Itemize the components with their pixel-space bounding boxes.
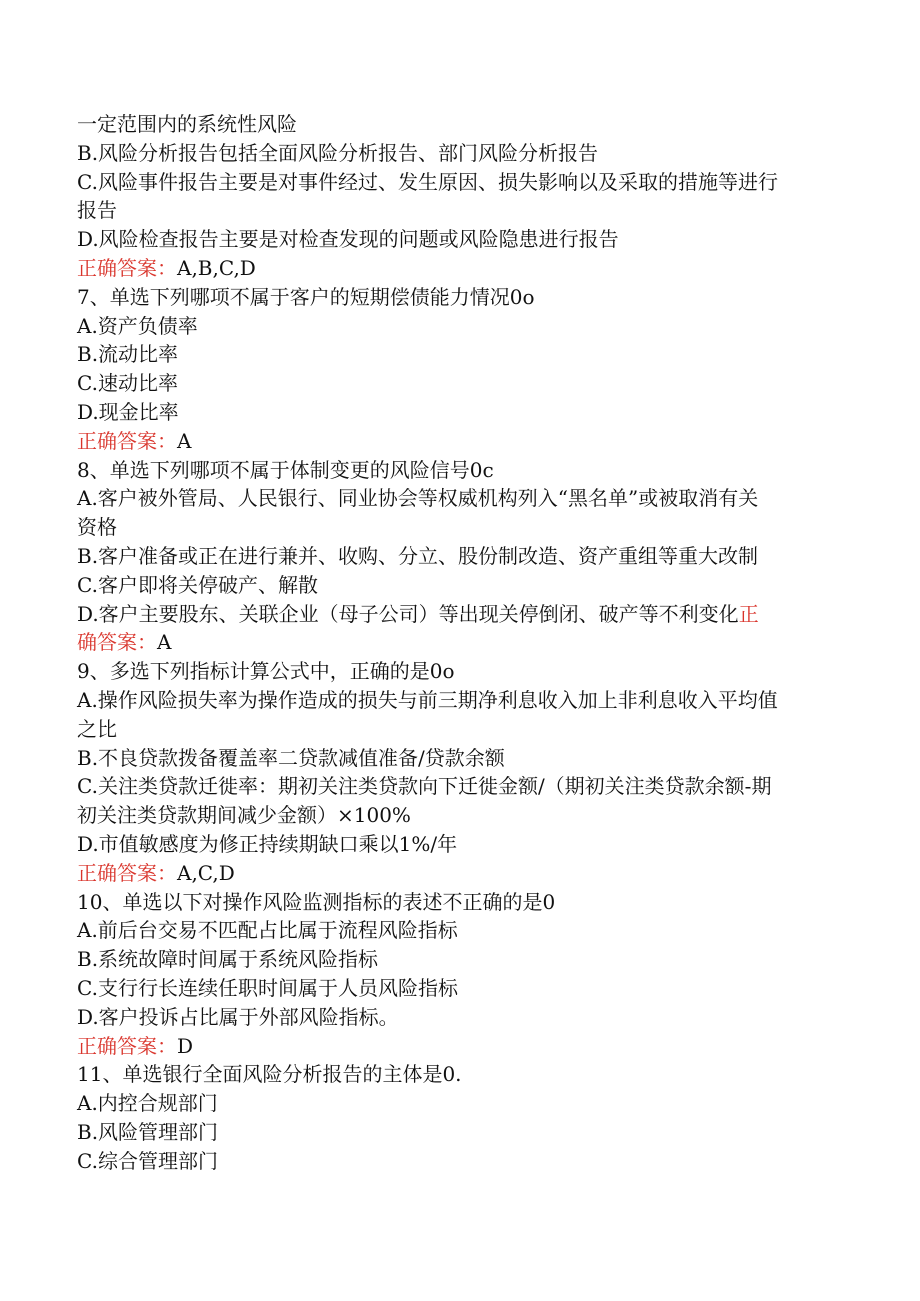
answer-label-rest: 确答案：	[77, 630, 157, 655]
answer-value: A,C,D	[177, 860, 235, 885]
answer-label: 正确答案：	[77, 1033, 177, 1058]
q9-option-c: C.关注类贷款迁徙率：期初关注类贷款向下迁徙金额/（期初关注类贷款余额-期	[77, 774, 772, 799]
document-page	[77, 110, 877, 1175]
answer-line	[77, 859, 877, 888]
question-7: 7、单选下列哪项不属于客户的短期偿债能力情况0o	[77, 284, 535, 309]
q8-option-a-continued: 资格	[77, 515, 117, 540]
answer-label: 正确答案：	[77, 255, 177, 280]
answer-line	[77, 427, 877, 456]
q7-option-a: A.资产负债率	[77, 313, 198, 338]
text-line: 一定范围内的系统性风险	[77, 112, 297, 136]
option-c: C.风险事件报告主要是对事件经过、发生原因、损失影响以及采取的措施等进行	[77, 169, 778, 194]
q7-option-c: C.速动比率	[77, 371, 178, 396]
q10-option-a: A.前后台交易不匹配占比属于流程风险指标	[77, 918, 458, 943]
answer-label: 正确答案：	[77, 428, 177, 453]
q8-option-d	[77, 600, 877, 629]
answer-value: A	[157, 630, 172, 655]
q10-option-b: B.系统故障时间属于系统风险指标	[77, 947, 379, 972]
answer-value: A,B,C,D	[177, 255, 256, 280]
question-10: 10、单选以下对操作风险监测指标的表述不正确的是0	[77, 889, 556, 914]
q9-option-d: D.市值敏感度为修正持续期缺口乘以1%/年	[77, 831, 458, 856]
q8-option-b: B.客户准备或正在进行兼并、收购、分立、股份制改造、资产重组等重大改制	[77, 543, 759, 568]
q9-option-c-continued: 初关注类贷款期间减少金额）×100%	[77, 803, 411, 828]
q11-option-b: B.风险管理部门	[77, 1119, 219, 1144]
answer-label-start: 正	[738, 601, 759, 626]
answer-value: D	[177, 1033, 194, 1058]
question-9: 9、多选下列指标计算公式中，正确的是0o	[77, 659, 455, 684]
answer-value: A	[177, 428, 192, 453]
q7-option-b: B.流动比率	[77, 342, 179, 367]
q8-option-d-text: D.客户主要股东、关联企业（母子公司）等出现关停倒闭、破产等不利变化	[77, 601, 739, 626]
option-b: B.风险分析报告包括全面风险分析报告、部门风险分析报告	[77, 140, 599, 165]
q9-option-a: A.操作风险损失率为操作造成的损失与前三期净利息收入加上非利息收入平均值	[77, 687, 778, 712]
q8-option-c: C.客户即将关停破产、解散	[77, 572, 318, 597]
question-11: 11、单选银行全面风险分析报告的主体是0.	[77, 1062, 462, 1087]
option-c-continued: 报告	[77, 198, 117, 223]
q7-option-d: D.现金比率	[77, 399, 179, 424]
option-d: D.风险检查报告主要是对检查发现的问题或风险隐患进行报告	[77, 227, 619, 252]
answer-line	[77, 1032, 877, 1061]
answer-line	[77, 254, 877, 283]
q8-option-a: A.客户被外管局、人民银行、同业协会等权威机构列入“黑名单”或被取消有关	[77, 486, 759, 511]
q9-option-a-continued: 之比	[77, 716, 117, 741]
q9-option-b: B.不良贷款拨备覆盖率二贷款减值准备/贷款余额	[77, 745, 505, 770]
q10-option-c: C.支行行长连续任职时间属于人员风险指标	[77, 975, 458, 1000]
q11-option-c: C.综合管理部门	[77, 1148, 218, 1173]
q11-option-a: A.内控合规部门	[77, 1091, 218, 1116]
q10-option-d: D.客户投诉占比属于外部风险指标。	[77, 1004, 399, 1029]
answer-label: 正确答案：	[77, 860, 177, 885]
question-8: 8、单选下列哪项不属于体制变更的风险信号0c	[77, 457, 494, 482]
answer-line	[77, 628, 877, 657]
